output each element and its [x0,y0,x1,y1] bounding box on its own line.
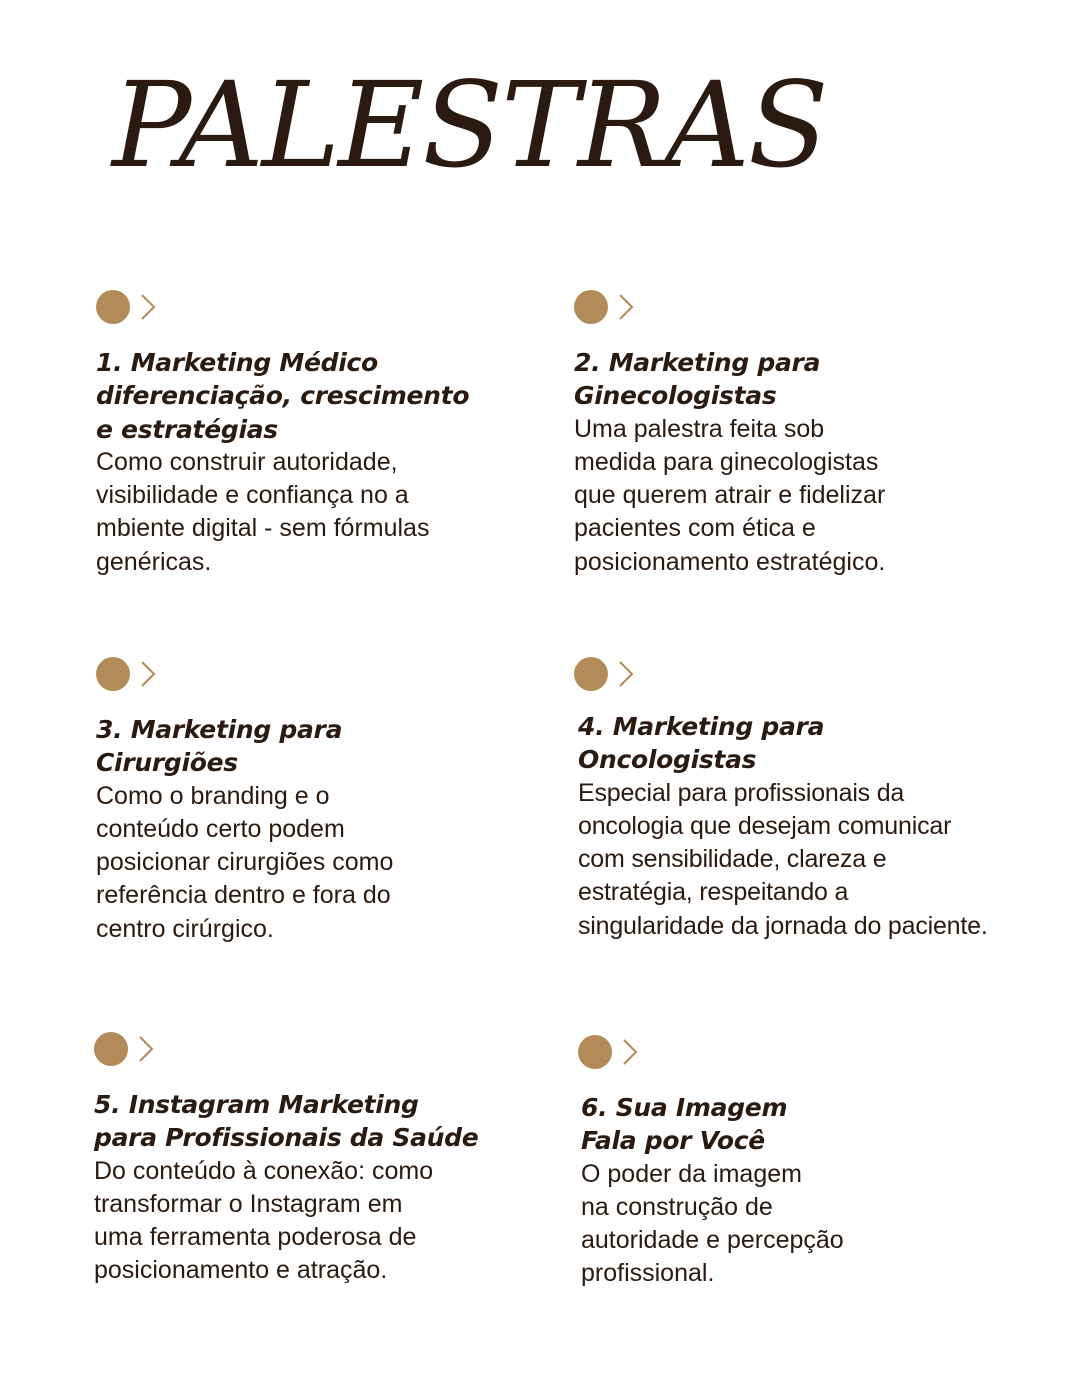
palestra-title-line: 6. Sua Imagem [581,1093,788,1122]
chevron-right-icon [140,660,156,688]
palestra-description-line: pacientes com ética e [574,514,816,543]
palestra-title-line: Oncologistas [578,745,757,775]
palestra-description-line: posicionar cirurgiões como [96,848,394,877]
chevron-right-icon [618,293,634,321]
palestra-description-line: com sensibilidade, clareza e [578,845,887,874]
palestra-description-line: Como o branding e o [96,781,330,810]
palestra-marker [96,657,566,691]
palestra-title-line: para Profissionais da Saúde [94,1123,479,1153]
palestra-description-line: Do conteúdo à conexão: como [94,1156,434,1185]
chevron-right-icon [618,660,634,688]
palestra-title-line: Fala por Você [581,1126,765,1156]
palestra-description [581,1158,1048,1291]
palestra-description-line: estratégia, respeitando a [578,878,849,907]
palestra-description-line: conteúdo certo podem [96,814,345,843]
palestra-title [94,1088,564,1155]
palestra-title [578,710,1064,777]
chevron-right-icon [138,1035,154,1063]
palestra-description-line: posicionamento estratégico. [574,547,886,576]
palestra-description-line: posicionamento e atração. [94,1256,388,1285]
palestra-description [574,413,1044,579]
palestra-title-line: 1. Marketing Médico [96,348,378,377]
palestra-title [574,346,1044,413]
palestra-card-6 [578,1035,1048,1291]
palestra-description-line: centro cirúrgico. [96,914,274,943]
page-title: PALESTRAS [112,56,827,194]
palestra-description-line: O poder da imagem [581,1159,802,1188]
palestra-description-line: mbiente digital - sem fórmulas [96,514,430,543]
bullet-dot-icon [574,290,608,324]
palestra-description-line: oncologia que desejam comunicar [578,811,952,840]
palestra-title-line: 4. Marketing para [578,712,825,741]
chevron-right-icon [622,1038,638,1066]
palestra-description-line: uma ferramenta poderosa de [94,1223,417,1252]
palestra-title-line: Ginecologistas [574,381,777,411]
palestra-title-line: Cirurgiões [96,748,238,778]
palestra-description [96,780,566,946]
palestra-description-line: referência dentro e fora do [96,881,391,910]
chevron-right-icon [140,293,156,321]
palestra-description-line: genéricas. [96,547,212,576]
palestra-title [581,1091,1048,1158]
palestra-description [94,1155,564,1288]
palestra-description-line: autoridade e percepção [581,1226,844,1255]
palestra-title-line: 5. Instagram Marketing [94,1090,419,1119]
palestra-description-line: Especial para profissionais da [578,778,905,807]
bullet-dot-icon [96,290,130,324]
palestra-description-line: transformar o Instagram em [94,1189,403,1218]
palestra-title-line: e estratégias [96,414,278,444]
palestra-description-line: visibilidade e confiança no a [96,481,409,510]
palestra-card-2 [574,290,1044,579]
palestra-marker [574,290,1044,324]
palestra-card-5 [94,1032,564,1288]
palestra-description-line: que querem atrair e fidelizar [574,481,886,510]
palestra-card-4 [574,657,1064,943]
palestra-description-line: na construção de [581,1192,773,1221]
palestra-description-line: singularidade da jornada do paciente. [578,911,988,940]
palestra-marker [574,657,1064,691]
bullet-dot-icon [574,657,608,691]
bullet-dot-icon [94,1032,128,1066]
palestra-title [96,346,566,446]
palestra-card-1 [96,290,566,579]
palestra-marker [96,290,566,324]
palestra-title-line: 3. Marketing para [96,715,343,744]
palestra-marker [94,1032,564,1066]
palestra-title [96,713,566,780]
palestra-description-line: Uma palestra feita sob [574,414,825,443]
palestra-marker [578,1035,1048,1069]
palestra-description-line: Como construir autoridade, [96,447,398,476]
palestra-title-line: diferenciação, crescimento [96,381,470,411]
palestra-title-line: 2. Marketing para [574,348,821,377]
palestra-description [96,446,566,579]
palestra-description-line: medida para ginecologistas [574,447,879,476]
palestra-description [578,777,1064,943]
bullet-dot-icon [96,657,130,691]
bullet-dot-icon [578,1035,612,1069]
palestra-card-3 [96,657,566,946]
palestra-description-line: profissional. [581,1259,715,1288]
